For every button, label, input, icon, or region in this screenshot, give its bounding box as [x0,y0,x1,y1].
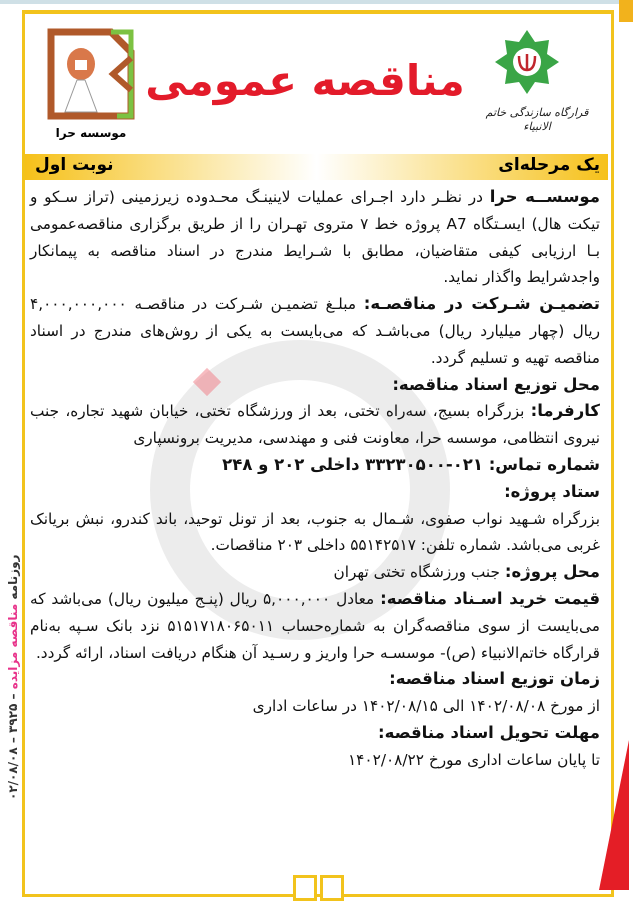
project-location-paragraph [30,559,600,586]
phone-paragraph [30,452,600,479]
decor-box [320,875,344,901]
price-paragraph [30,586,600,666]
deadline-text: تا پایان ساعات اداری مورخ ۱۴۰۲/۰۸/۲۲ [347,750,600,769]
phone-label: شماره تماس: [488,454,600,474]
hira-logo-icon [47,28,135,120]
deadline-heading: مهلت تحویل اسناد مناقصه: [378,722,600,742]
bottom-decoration [293,875,347,905]
corner-tab [619,0,633,22]
guarantee-paragraph [30,291,600,371]
ad-header [25,14,605,149]
phone-text: ۰۲۱-۳۳۲۳۰۵۰۰ داخلی ۲۰۲ و ۲۴۸ [222,454,489,474]
khatam-logo-name: قرارگاه سازندگی خاتم الانبیاء [485,106,589,133]
khatam-emblem-icon [495,30,559,94]
red-corner-decoration [599,740,629,890]
project-location-label: محل پروژه: [504,562,600,582]
ad-body [30,184,600,774]
project-hq-text: بزرگراه شـهید نواب صفوی، شـمال به جنوب، بعد از تونل توحید، باند کندرو، نبش بریانک غربی می‌باشد. شماره تلفن: ۵۵۱۴۲۵۱۷ داخلی ۲۰۳ مناقصات. [30,509,600,555]
top-border [0,0,633,4]
hira-logo-name: موسسه حرا [55,126,127,140]
employer-label: کارفرما: [530,401,600,421]
tender-info-band [25,154,608,180]
intro-paragraph [30,184,600,291]
round-label: نوبت اول [35,155,114,175]
distribution-place-heading: محل توزیع اسناد مناقصه: [392,374,600,394]
stage-label: یک مرحله‌ای [498,155,600,175]
guarantee-text: مبلـغ تضمیـن شـرکت در مناقصـه ۴,۰۰۰,۰۰۰,۰۰۰ ریال (چهار میلیارد ریال) می‌باشـد که می‌بایست به یکی از روش‌های مندرج در اسناد مناقصه تهیه و تسلیم گردد. [30,295,600,367]
caption-prefix: روزنامه [6,554,20,600]
distribution-time-text: از مورخ ۱۴۰۲/۰۸/۰۸ الی ۱۴۰۲/۰۸/۱۵ در ساعات اداری [252,697,600,716]
newspaper-caption [6,555,20,800]
ad-title: مناقصه عمومی [145,56,465,105]
employer-paragraph [30,398,600,452]
employer-text: بزرگراه بسیج، سه‌راه تختی، بعد از ورزشگاه تختی، خیابان شهید تجاره، جنب نیروی انتظامی، موسسه حرا، معاونت فنی و مهندسی، مدیریت برونسپاری [30,402,600,448]
distribution-time-heading: زمان توزیع اسناد مناقصه: [389,669,600,689]
caption-suffix: – ۳۹۲۵ – ۰۲/۰۸/۰۸ [6,693,20,800]
decor-box [293,875,317,901]
intro-label: موسســه حرا [489,187,600,206]
price-text: معادل ۵,۰۰۰,۰۰۰ ریال (پنـج میلیون ریال) می‌باشد که می‌بایست از سوی مناقصه‌گران به شماره‌حساب ۵۱۵۱۷۱۸۰۶۵۰۱۱ نزد بانک سـپه به‌نام قرارگاه خاتم‌الانبیاء (ص)- موسسـه حرا واریز و رسـید آن هنگام دریافت اسناد، ارائه گردد. [30,589,600,662]
intro-text: در نظـر دارد اجـرای عملیات لاینینـگ محـدوده زیرزمینی (تراز سـکو و تیکت هال) ایسـتگاه A7 پروژه خط ۷ متروی تهـران را از طریق برگزاری مناقصه‌عمومی بـا ارزیابی کیفی متقاضیان، مطابق با شـرایط مندرج در اسناد مناقصه به پیمانکار واجدشرایط واگذار نماید. [30,188,600,287]
project-hq-heading: ستاد پروژه: [504,481,600,501]
price-label: قیمت خرید اسـناد مناقصه: [380,588,600,608]
project-location-text: جنب ورزشگاه تختی تهران [333,563,505,582]
guarantee-label: تضمیـن شـرکت در مناقصـه: [363,294,600,314]
caption-brand: مناقصه مزایده [6,603,20,690]
